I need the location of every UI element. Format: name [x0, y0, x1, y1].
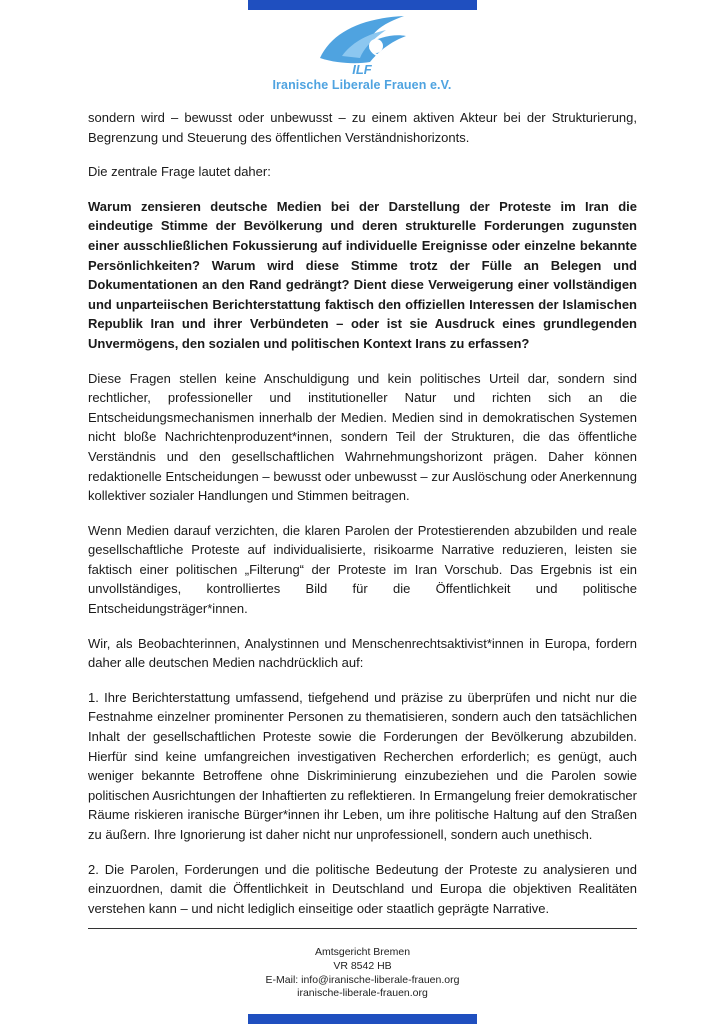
paragraph: Wir, als Beobachterinnen, Analystinnen und Menschenrechtsaktivist*innen in Europa, fordern daher alle deutschen Medien nachdrücklich auf:	[88, 635, 637, 671]
logo	[262, 12, 462, 96]
logo-organization-name: Iranische Liberale Frauen e.V.	[272, 78, 452, 92]
footer-email[interactable]: E-Mail: info@iranische-liberale-frauen.org	[265, 973, 460, 986]
central-question-paragraph: Warum zensieren deutsche Medien bei der Darstellung der Proteste im Iran die eindeutige Stimme der Bevölkerung und deren strukturelle Forderungen zugunsten einer ausschließlichen Fokussierung auf individuelle Ereignisse oder einzelne bekannte Persönlichkeiten? Warum wird diese Stimme trotz der Fülle an Belegen und Dokumentationen an den Rand gedrängt? Dient diese Verweigerung einer vollständigen und unparteiischen Berichterstattung faktisch den offiziellen Interessen der Islamischen Republik Iran und ihrer Verbündeten – oder ist sie Ausdruck eines grundlegenden Unvermögens, den sozialen und politischen Kontext Irans zu erfassen?	[88, 198, 637, 351]
paragraph: sondern wird – bewusst oder unbewusst – zu einem aktiven Akteur bei der Strukturierung, Begrenzung und Steuerung des öffentlichen Verständnishorizonts.	[88, 110, 637, 145]
footer-court: Amtsgericht Bremen	[314, 946, 411, 958]
wing-logo-icon	[312, 12, 412, 68]
footer	[88, 946, 637, 1001]
demand-item-1: 1. Ihre Berichterstattung umfassend, tiefgehend und präzise zu überprüfen und nicht nur die Festnahme einzelner prominenter Personen zu thematisieren, sondern auch den tatsächlichen Inhalt der gesellschaftlichen Proteste sowie die Forderungen der Bevölkerung abzubilden. Hierfür sind keine umfangreichen investigativen Recherchen erforderlich; es genügt, auch weniger bekannte Betroffene ohne Diskriminierung einzubeziehen und die Parolen sowie politischen Ausrichtungen der Inhaftierten zu reflektieren. In Ermangelung freier demokratischer Räume riskieren iranische Bürger*innen ihr Leben, um ihre politische Haltung auf den Straßen zu äußern. Ihre Ignorierung ist daher nicht nur unprofessionell, sondern auch unethisch.	[88, 689, 637, 842]
footer-register: VR 8542 HB	[333, 959, 392, 972]
footer-website[interactable]: iranische-liberale-frauen.org	[297, 987, 428, 1000]
paragraph: Die zentrale Frage lautet daher:	[88, 164, 271, 180]
bottom-accent-bar	[248, 1014, 477, 1024]
letter-body	[88, 108, 637, 933]
paragraph: Diese Fragen stellen keine Anschuldigung und kein politisches Urteil dar, sondern sind rechtlicher, professioneller und institutioneller Natur und richten sich an die Entscheidungsmechanismen innerhalb der Medien. Medien sind in demokratischen Systemen nicht bloße Nachrichtenproduzent*innen, sondern Teil der Strukturen, die das öffentliche Verständnis und den gesellschaftlichen Wahrnehmungshorizont prägen. Daher können redaktionelle Entscheidungen – bewusst oder unbewusst – zur Auslöschung oder Anerkennung kollektiver sozialer Handlungen und Stimmen beitragen.	[88, 370, 637, 504]
footer-divider	[88, 928, 637, 929]
demand-item-2: 2. Die Parolen, Forderungen und die politische Bedeutung der Proteste zu analysieren und einzuordnen, damit die Öffentlichkeit in Deutschland und Europa die objektiven Realitäten verstehen kann – und nicht lediglich einseitige oder staatlich geprägte Narrative.	[88, 861, 637, 916]
paragraph: Wenn Medien darauf verzichten, die klaren Parolen der Protestierenden abzubilden und reale gesellschaftliche Proteste auf individualisierte, risikoarme Narrative reduzieren, leisten sie faktisch einer politischen „Filterung“ der Proteste im Iran Vorschub. Das Ergebnis ist ein unvollständiges, kontrolliertes Bild für die Öffentlichkeit und politische Entscheidungsträger*innen.	[88, 522, 637, 617]
top-accent-bar	[248, 0, 477, 10]
logo-abbreviation: ILF	[352, 62, 372, 77]
